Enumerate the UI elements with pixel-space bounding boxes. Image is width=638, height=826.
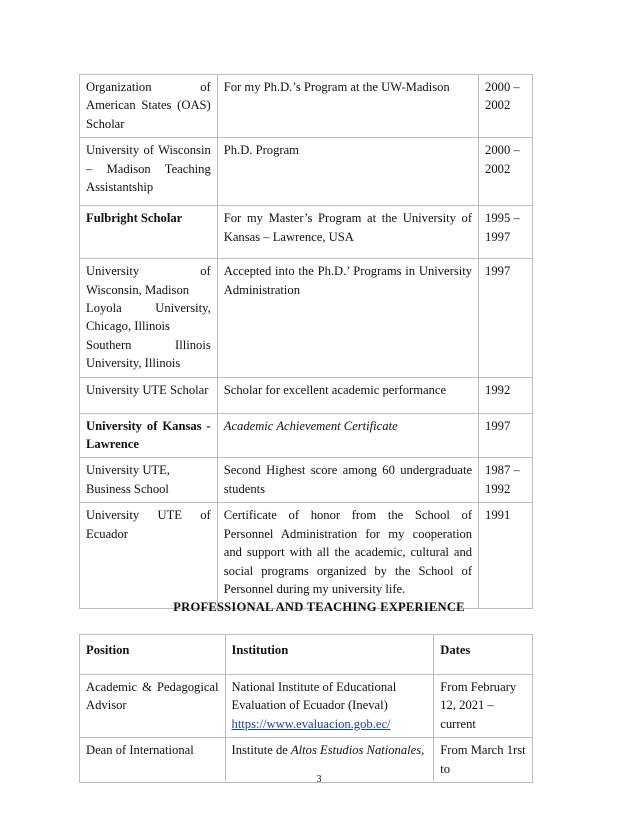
- experience-position: Academic & Pedagogical Advisor: [80, 675, 226, 738]
- award-organization: [80, 458, 218, 503]
- award-description: For my Ph.D.’s Program at the UW-Madison: [217, 75, 478, 138]
- org-line: University UTE,: [86, 463, 170, 478]
- award-description: Certificate of honor from the School of Personnel Administration for my cooperation and support with all the academic, cultural and social programs organized by the School of Personnel during my university life.: [217, 503, 478, 609]
- header-institution: Institution: [225, 635, 434, 675]
- experience-table: [79, 634, 533, 783]
- institution-line: National Institute of Educational: [231, 680, 397, 694]
- table-row: [80, 206, 533, 259]
- award-years: 1997: [479, 413, 533, 458]
- experience-position: Dean of International: [80, 738, 226, 783]
- table-row: [80, 503, 533, 609]
- institution-italic-name: Altos Estudios Nationales: [290, 743, 422, 758]
- award-years: 1995 – 1997: [479, 206, 533, 259]
- award-description: Ph.D. Program: [217, 138, 478, 206]
- experience-institution: [225, 675, 434, 738]
- award-organization: Fulbright Scholar: [80, 206, 218, 259]
- award-description: Second Highest score among 60 undergraduate students: [217, 458, 478, 503]
- award-description: For my Master’s Program at the University of Kansas – Lawrence, USA: [217, 206, 478, 259]
- award-description: Academic Achievement Certificate: [217, 413, 478, 458]
- org-line: Business School: [86, 481, 169, 496]
- table-row: [80, 413, 533, 458]
- table-row: [80, 138, 533, 206]
- award-organization: [80, 259, 218, 377]
- award-years: 2000 – 2002: [479, 138, 533, 206]
- table-row: [80, 377, 533, 413]
- institution-line: Evaluation of Ecuador (Ineval): [231, 698, 388, 713]
- table-row: [80, 75, 533, 138]
- table-row: [80, 259, 533, 377]
- award-years: 2000 – 2002: [479, 75, 533, 138]
- header-position: Position: [80, 635, 226, 675]
- award-organization: University UTE Scholar: [80, 377, 218, 413]
- org-line: Loyola University, Chicago, Illinois: [86, 301, 211, 334]
- award-years: 1991: [479, 503, 533, 609]
- section-heading: PROFESSIONAL AND TEACHING EXPERIENCE: [173, 600, 465, 614]
- experience-dates: From February 12, 2021 – current: [434, 675, 533, 738]
- institution-prefix: Institute de: [231, 743, 291, 758]
- award-organization: University of Kansas - Lawrence: [80, 413, 218, 458]
- award-organization: University of Wisconsin – Madison Teaching Assistantship: [80, 138, 218, 206]
- table-row: [80, 675, 533, 738]
- experience-dates: From March 1rst to: [434, 738, 533, 783]
- table-row: [80, 458, 533, 503]
- award-years: 1997: [479, 259, 533, 377]
- award-description: Scholar for excellent academic performance: [217, 377, 478, 413]
- award-years: 1992: [479, 377, 533, 413]
- org-line: University of Wisconsin, Madison: [86, 264, 211, 297]
- award-organization: Organization of American States (OAS) Scholar: [80, 75, 218, 138]
- org-line: Southern Illinois University, Illinois: [86, 337, 211, 371]
- page-number: 3: [316, 774, 322, 785]
- award-years: 1987 – 1992: [479, 458, 533, 503]
- award-organization: University UTE of Ecuador: [80, 503, 218, 609]
- award-description: Accepted into the Ph.D.’ Programs in University Administration: [217, 259, 478, 377]
- institution-suffix: ,: [421, 743, 425, 758]
- institution-link[interactable]: https://www.evaluacion.gob.ec/: [231, 716, 391, 731]
- header-dates: Dates: [434, 635, 533, 675]
- awards-table: [79, 74, 533, 609]
- table-header-row: [80, 635, 533, 675]
